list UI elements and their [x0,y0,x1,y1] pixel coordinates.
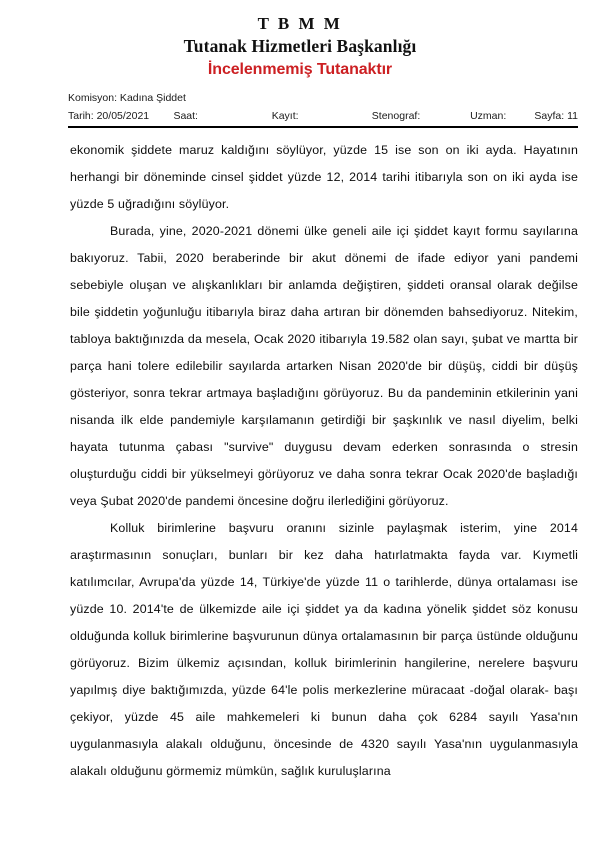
transcript-body [70,128,578,785]
unreviewed-status-note: İncelenmemiş Tutanaktır [207,60,393,78]
commission-field: Komisyon: Kadına Şiddet [68,91,186,104]
institution-title: T B M M [257,14,343,33]
metadata-fields-row [68,110,578,126]
document-masthead [0,0,600,79]
body-paragraph: Kolluk birimlerine başvuru oranını sizinle paylaşmak isterim, yine 2014 araştırmasının sonuçları, bunları bir kez daha hatırlatmakta fayda var. Kıymetli katılımcılar, Avrupa'da yüzde 14, Türkiye'de yüzde 11 o tarihlerde, dünya ortalaması ise yüzde 10. 2014'te de ülkemizde aile içi şiddet ya da kadına yönelik şiddet söz konusu olduğunda kolluk birimlerine başvurunun dünya ortalamasının bir parça üstünde olduğunu görüyoruz. Bizim ülkemiz açısından, kolluk birimlerinin hangilerine, nerelere başvuru yapılmış diye baktığımızda, yüzde 64'le polis merkezlerine müracaat -doğal olarak- başı çekiyor, yüzde 45 aile mahkemeleri ki bunun daha çok 6284 sayılı Yasa'nın uygulanmasıyla alakalı olduğunu, öncesinde de 4320 sayılı Yasa'nın uygulanmasıyla alakalı olduğunu görmemiz mümkün, sağlık kuruluşlarına [70,520,578,778]
department-title: Tutanak Hizmetleri Başkanlığı [183,35,417,56]
page-number-field: Sayfa: 11 [534,109,578,122]
commission-row [68,92,578,110]
expert-field: Uzman: [470,109,507,122]
stenographer-field: Stenograf: [371,109,421,122]
time-field: Saat: [173,109,198,122]
date-field: Tarih: 20/05/2021 [68,109,150,122]
transcript-metadata [68,79,578,126]
record-field: Kayıt: [271,109,299,122]
body-paragraph: Burada, yine, 2020-2021 dönemi ülke geneli aile içi şiddet kayıt formu sayılarına bakıyoruz. Tabii, 2020 beraberinde bir akut dönemi de ifade ediyor yani pandemi sebebiyle oluşan ve alışkanlıkları bir anlamda değiştiren, şiddeti oransal olarak değilse bile şiddetin yoğunluğu itibarıyla biraz daha artıran bir dönemden bahsediyoruz. Nitekim, tabloya baktığınızda da mesela, Ocak 2020 itibarıyla 19.582 olan sayı, şubat ve martta bir parça hani tolere edilebilir sayılarda artarken Nisan 2020'de bir düşüş, ciddi bir düşüş gösteriyor, sonra tekrar artmaya başladığını görüyoruz. Bu da pandeminin etkilerinin yani nisanda ilk elde pandemiyle karşılamanın getirdiği bir şaşkınlık ve nasıl diyelim, belki hayata tutunma çabası "survive" duygusu devam ederken sonrasında o stresin oluşturduğu ciddi bir yükselmeyi görüyoruz ve daha sonra tekrar Ocak 2020'de başladığı veya Şubat 2020'de pandemi öncesine doğru ilerlediğini görüyoruz. [70,223,578,508]
body-paragraph: ekonomik şiddete maruz kaldığını söylüyor, yüzde 15 ise son on iki ayda. Hayatının herhangi bir döneminde cinsel şiddet yüzde 12, 2014 tarihi itibarıyla son on iki ayda ise yüzde 5 uğradığını söylüyor. [70,142,578,211]
